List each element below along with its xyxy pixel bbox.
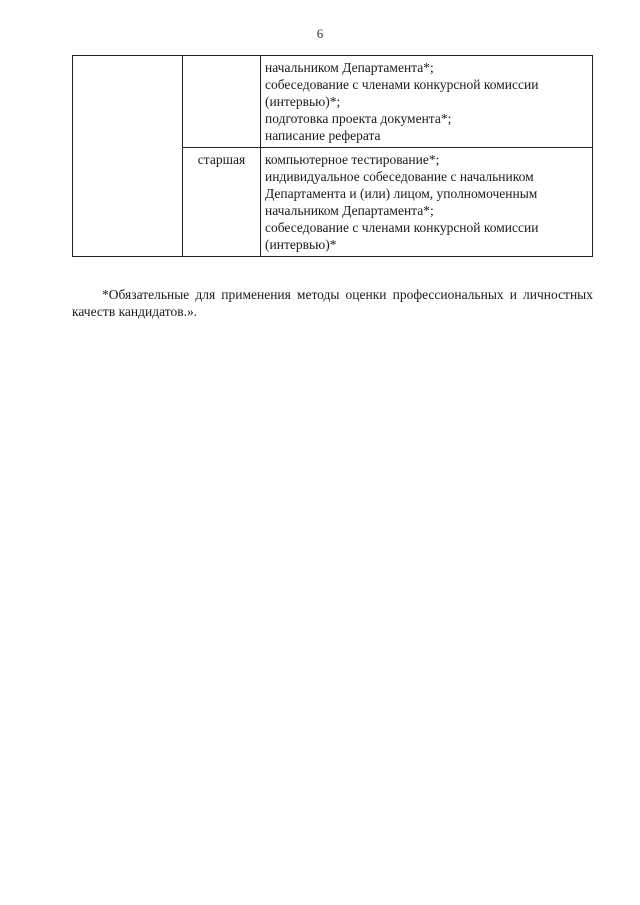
method-line: написание реферата [265,128,381,143]
method-line: собеседование с членами конкурсной комиссии [265,220,539,235]
assessment-methods-table [72,55,593,257]
method-line: начальником Департамента*; [265,60,434,75]
methods-cell [261,56,593,148]
method-line: Департамента и (или) лицом, уполномоченным [265,186,538,201]
method-line: индивидуальное собеседование с начальником [265,169,534,184]
method-line: начальником Департамента*; [265,203,434,218]
method-line: (интервью)* [265,237,337,252]
position-group-cell [183,56,261,148]
method-line: подготовка проекта документа*; [265,111,452,126]
table-row [73,56,593,148]
footnote: *Обязательные для применения методы оценки профессиональных и личностных качеств кандидатов.». [72,286,593,319]
methods-cell [261,148,593,257]
method-line: (интервью)*; [265,94,341,109]
position-group-cell: старшая [183,148,261,257]
page-number: 6 [316,26,324,41]
method-line: компьютерное тестирование*; [265,152,440,167]
position-category-cell [73,56,183,257]
method-line: собеседование с членами конкурсной комиссии [265,77,539,92]
